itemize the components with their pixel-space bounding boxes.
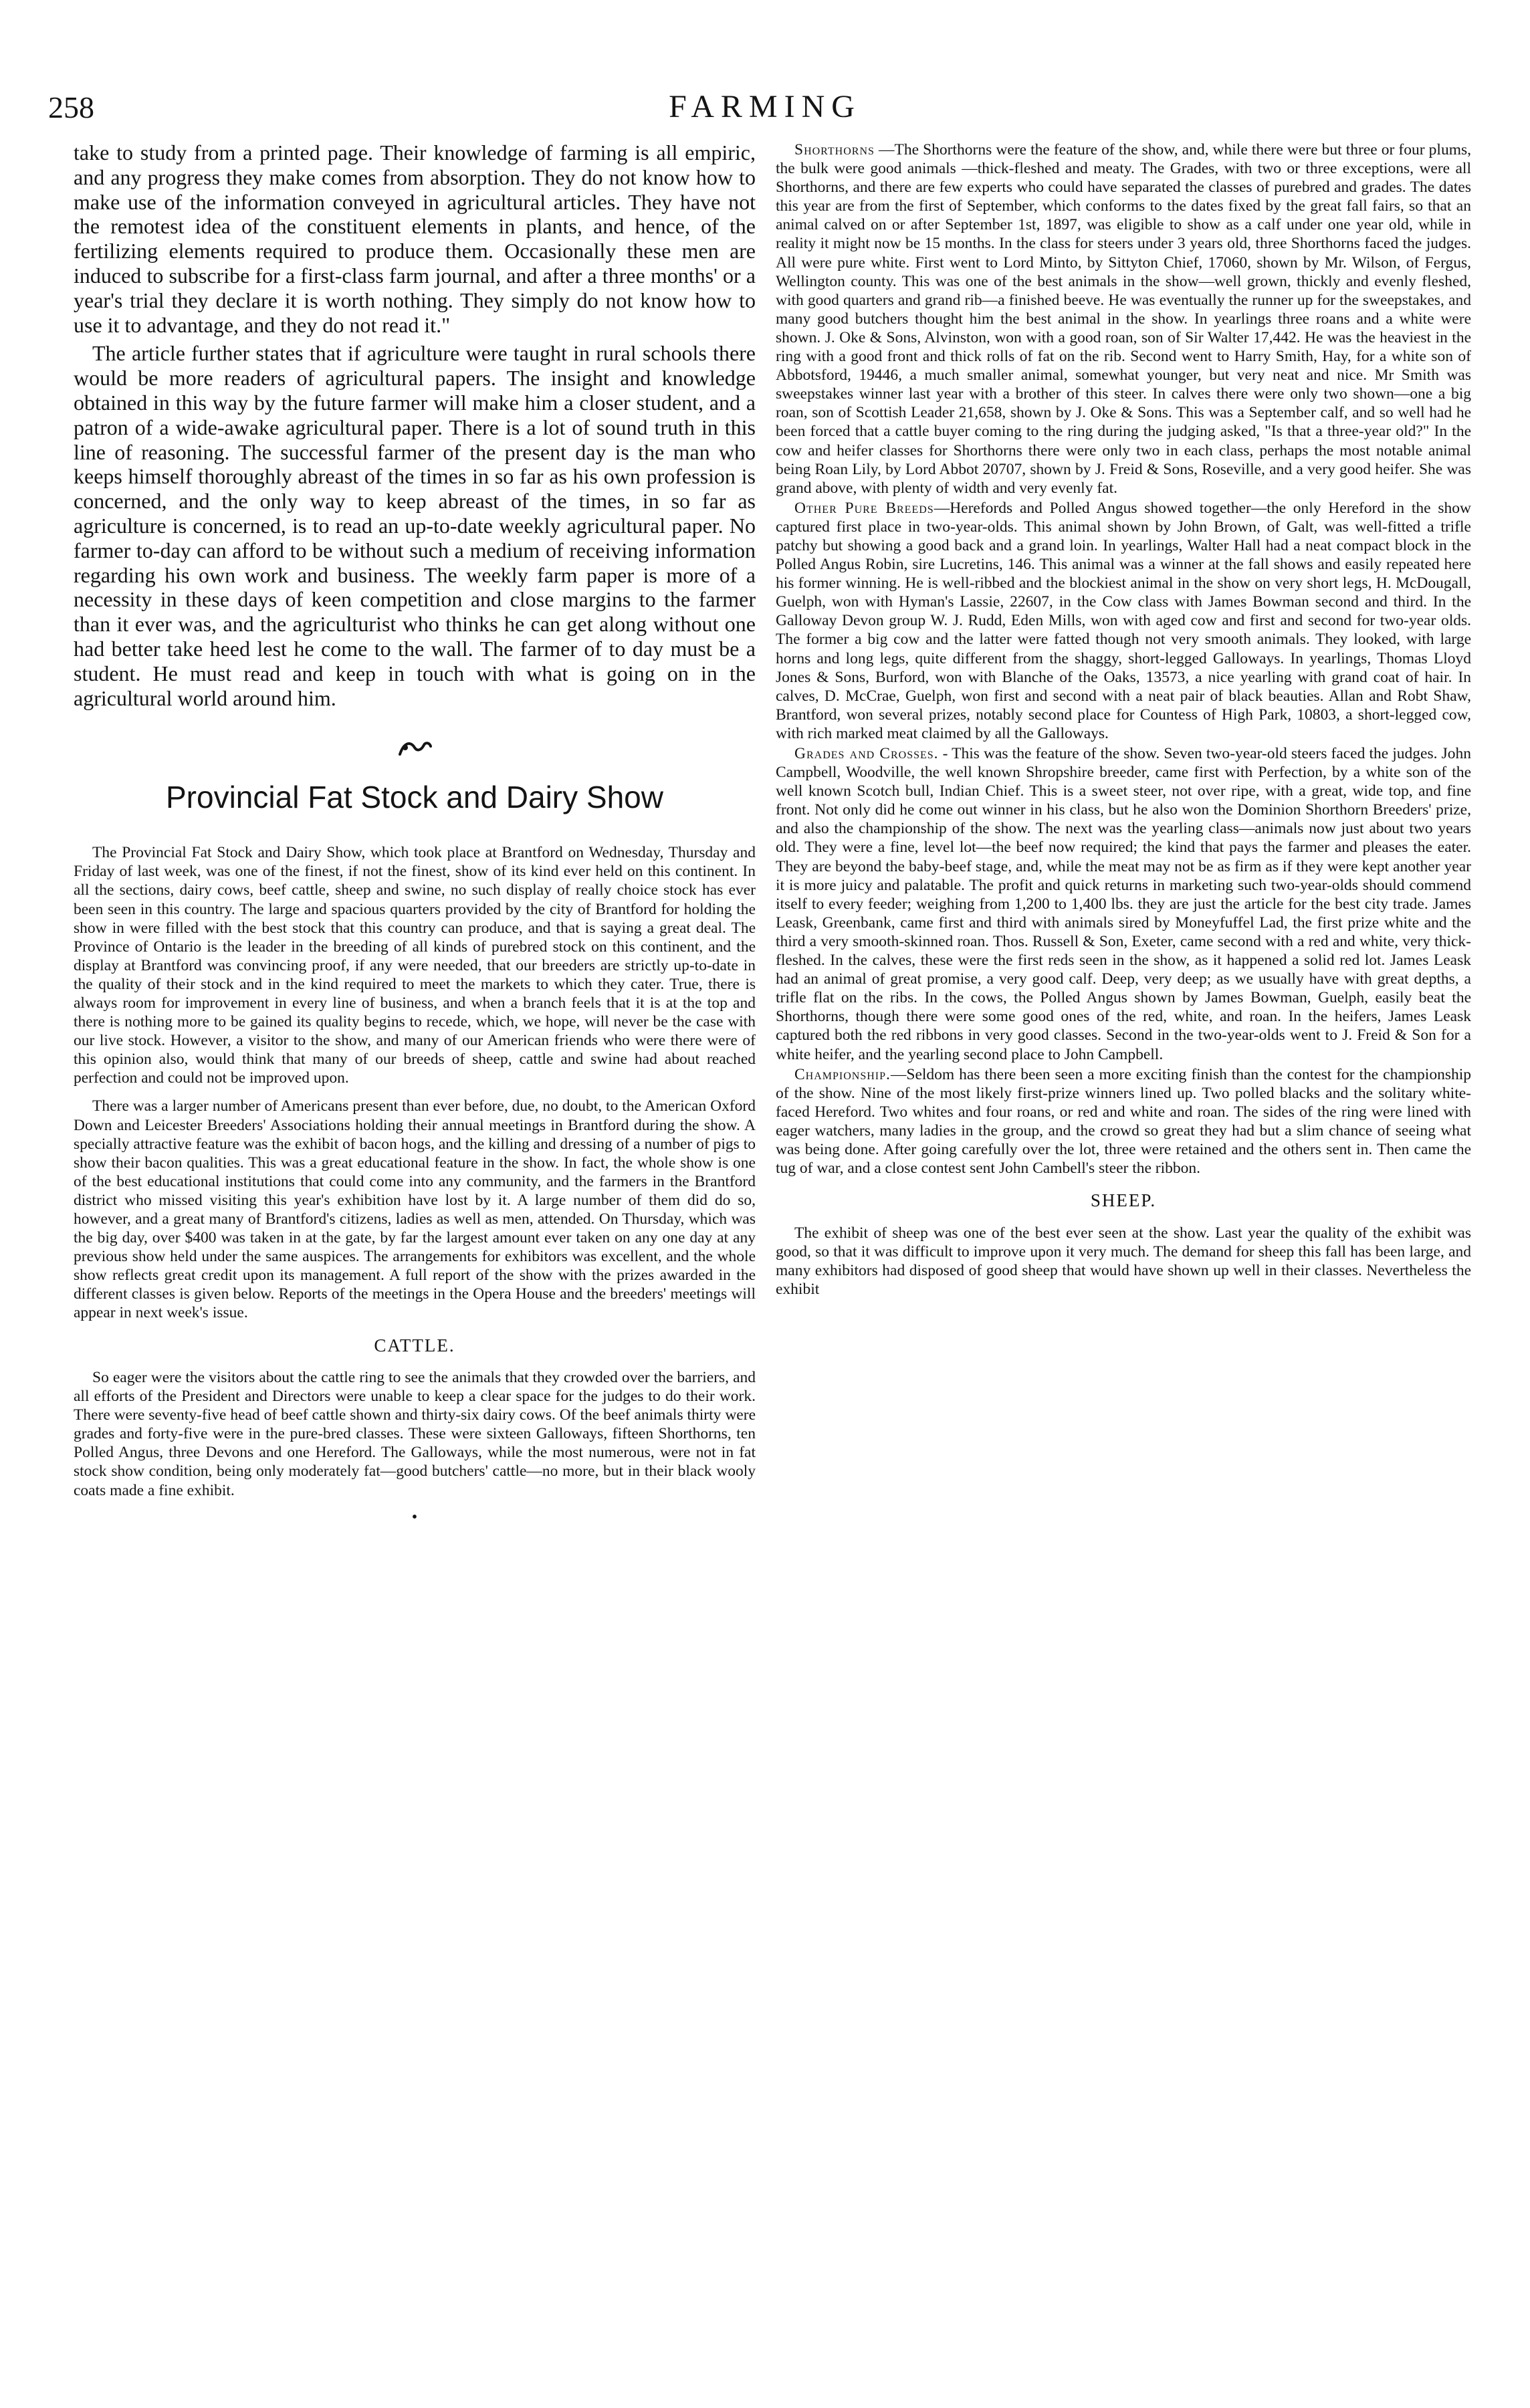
shorthorns-paragraph [776, 140, 1471, 498]
bullet-dot-icon: • [411, 1508, 418, 1526]
other-breeds-text: —Herefords and Polled Angus showed together—the only Hereford in the show captured first place in two-year-olds. This animal shown by John Brown, of Galt, was well-fitted a trifle patchy but showing a good back and a grand loin. In yearlings, Walter Hall had a neat compact block in the Polled Angus Robin, sire Lucretins, 146. This animal was a winner at the fall shows and easily repeated here his former winning. He is well-ribbed and the blockiest animal in the show on very short legs, H. McDougall, Guelph, won with Hyman's Lassie, 22607, in the Cow class with James Bowman second and third. In the Galloway Devon group W. J. Rudd, Eden Mills, won with aged cow and first and second for two-year olds. The former a big cow and the latter were fatted though not very smooth animals. They looked, with large horns and long legs, quite different from the shaggy, short-legged Galloways. In yearlings, Thomas Lloyd Jones & Sons, Burford, won with Blanche of the Oaks, 13573, a nice yearling with grand coat of hair. In calves, D. McCrae, Guelph, won first and second with a neat pair of black beauties. Allan and Robt Shaw, Brantford, won several prizes, notably second place for Countess of High Park, 10803, a short-legged cow, with rich marked meat claimed by all the Galloways. [776, 499, 1471, 742]
championship-text: —Seldom has there been seen a more exciting finish than the contest for the championship of the show. Nine of the most likely first-prize winners lined up. Two polled blacks and the solitary white-faced Hereford. Two whites and four roans, or red and white and roan. The sides of the ring were lined with eager watchers, many ladies in the group, and the crowd so great they had but a slim chance of seeing what was being done. After going carefully over the lot, three were retained and the others sent in. Then came the tug of war, and a close contest sent John Cambell's steer the ribbon. [776, 1065, 1471, 1178]
shorthorns-text: —The Shorthorns were the feature of the show, and, while there were but three or four plums, the bulk were good animals —thick-fleshed and meaty. The Grades, with two or three exceptions, were all Shorthorns, and there are few experts who could have separated the classes of purebred and grades. The dates this year are from the first of September, which conforms to the dates fixed by the great fall fairs, so that an animal calved on or after September 1st, 1897, was eligible to show as a calf under one year old, while in reality it might now be 15 months. In the class for steers under 3 years old, three Shorthorns faced the judges. All were pure white. First went to Lord Minto, by Sittyton Chief, 17060, shown by Mr. Wilson, of Fergus, Wellington county. This was one of the best animals in the show—well grown, thickly and evenly fleshed, with good quarters and grand rib—a finished beeve. He was eventually the runner up for the sweepstakes, and many good butchers thought him the best animal in the show. In yearlings three roans and a white were shown. J. Oke & Sons, Alvinston, won with a good roan, son of Sir Walter 17,442. He was the heaviest in the ring with a good front and thick rolls of fat on the rib. Second went to Harry Smith, Hay, for a white son of Abbotsford, 19446, a much smaller animal, somewhat younger, but very neat and nice. Mr Smith was sweepstakes winner last year with a brother of this steer. In calves there were only two shown—one a big roan, son of Scottish Leader 21,658, shown by J. Oke & Sons. This was a September calf, and so well had he been forced that a cattle buyer coming to the ring during the judging asked, "Is that a three-year old?" In the cow and heifer classes for Shorthorns there were only two in each class, perhaps the most notable animal being Roan Lily, by Lord Abbot 20707, shown by J. Freid & Sons, Roseville, and a very good heifer. She was grand above, with plenty of width and very evenly fat. [776, 141, 1471, 497]
grades-paragraph [776, 744, 1471, 1064]
intro-paragraph: take to study from a printed page. Their knowledge of farming is all empiric, and any progress they make comes from absorption. They do not know how to make use of the information conveyed in agricultural articles. They have not the remotest idea of the constituent elements in plants, and hence, of the fertilizing elements required to produce them. Occasionally these men are induced to subscribe for a first-class farm journal, and after a three months' or a year's trial they declare it is worth nothing. They simply do not know how to use it to advantage, and they do not read it." [74, 140, 756, 337]
left-column [74, 140, 756, 1525]
championship-lead: Championship. [794, 1065, 891, 1083]
cattle-heading: CATTLE. [374, 1335, 455, 1355]
ornament-divider-icon [74, 736, 756, 762]
other-breeds-lead: Other Pure Breeds [794, 499, 934, 517]
other-breeds-paragraph [776, 499, 1471, 743]
article-paragraph: There was a larger number of Americans present than ever before, due, no doubt, to the American Oxford Down and Leicester Breeders' Associations holding their annual meetings in Brantford during the show. A specially attractive feature was the exhibit of bacon hogs, and the killing and dressing of a number of pigs to show their bacon qualities. This was a great educational feature in the show. In fact, the whole show is one of the best educational institutions that could come into any community, and the farmers in the Brantford district who missed visiting this year's exhibition have lost by it. A large number of them did do so, however, and a great many of Brantford's citizens, ladies as well as men, attended. On Thursday, which was the big day, over $400 was taken in at the gate, by far the largest amount ever taken on any one day at any previous show held under the same auspices. The arrangements for exhibitors was excellent, and the whole show reflects great credit upon its management. A full report of the show with the prizes awarded in the different classes is given below. Reports of the meetings in the Opera House and the breeders' meetings will appear in next week's issue. [74, 1097, 756, 1322]
grades-lead: Grades and Crosses. [794, 745, 939, 762]
article-paragraph: The Provincial Fat Stock and Dairy Show, which took place at Brantford on Wednesday, Thursday and Friday of last week, was one of the finest, if not the finest, show of its kind ever held on this continent. In all the sections, dairy cows, beef cattle, sheep and swine, no such display of really choice stock has ever been seen in this country. The large and spacious quarters provided by the city of Brantford for holding the show in were filled with the best stock that this country can produce, and that is saying a great deal. The Province of Ontario is the leader in the breeding of all kinds of purebred stock on this continent, and the display at Brantford was convincing proof, if any were needed, that our breeders are strictly up-to-date in the quality of their stock and in the kind required to meet the markets to which they cater. True, there is always room for improvement in every line of business, and when a branch feels that it is at the top and there is nothing more to be gained its quality begins to recede, which, we hope, will never be the case with our live stock. However, a visitor to the show, and many of our American friends who were there were of this opinion also, would think that many of our breeds of sheep, cattle and swine had about reached perfection and could not be improved upon. [74, 844, 756, 1087]
sheep-paragraph: The exhibit of sheep was one of the best ever seen at the show. Last year the quality of the exhibit was good, so that it was difficult to improve upon it very much. The demand for sheep this fall has been large, and many exhibitors had disposed of good sheep that would have shown up well in their classes. Nevertheless the exhibit [776, 1224, 1471, 1298]
sheep-heading: SHEEP. [1090, 1190, 1157, 1211]
article-title: Provincial Fat Stock and Dairy Show [166, 780, 663, 815]
page-number: 258 [48, 90, 94, 124]
running-title: FARMING [669, 89, 861, 124]
championship-paragraph [776, 1065, 1471, 1178]
right-column [776, 140, 1471, 1308]
cattle-paragraph: So eager were the visitors about the cattle ring to see the animals that they crowded over the barriers, and all efforts of the President and Directors were unable to keep a clear space for the judges to do their work. There were seventy-five head of beef cattle shown and thirty-six dairy cows. Of the beef animals thirty were grades and forty-five were in the pure-bred classes. These were sixteen Galloways, fifteen Shorthorns, ten Polled Angus, three Devons and one Hereford. The Galloways, while the most numerous, were not in fat stock show condition, being only moderately fat—good butchers' cattle—no more, but in their black wooly coats made a fine exhibit. [74, 1368, 756, 1499]
grades-text: - This was the feature of the show. Seven two-year-old steers faced the judges. John Campbell, Woodville, the well known Shropshire breeder, came first with Perfection, by a white son of the well known Scotch bull, Indian Chief. This is a sweet steer, not over ripe, with a great, wide top, and fine front. Not only did he come out winner in his class, but he also won the Dominion Shorthorn Breeders' prize, and also the championship of the show. The next was the yearling class—animals now just about two years old. They were a fine, level lot—the beef now required; the kind that pays the farmer and pleases the eater. They are beyond the baby-beef stage, and, while the meat may not be as firm as if they were kept another year it is more juicy and palatable. The profit and quick returns in marketing such two-year-olds should commend itself to every feeder; weighing from 1,200 to 1,400 lbs. they are just the article for the best city trade. James Leask, Greenbank, came first and third with animals sired by Moneyfuffel Lad, the first prize white and the third a very smooth-skinned roan. Thos. Russell & Son, Exeter, came second with a red and white, very thick-fleshed. In the calves, these were the first reds seen in the show, as it happened a solid red lot. James Leask had an animal of great promise, a very good calf. Deep, very deep; as we usually have with great depths, a trifle flat on the ribs. In the cows, the Polled Angus shown by James Bowman, Guelph, easily beat the Shorthorns, though there were some good ones of the red, white, and roan. In the heifers, James Leask captured both the red ribbons in very good classes. Second in the two-year-olds went to J. Freid & Son for a white heifer, and the yearling second place to John Campbell. [776, 745, 1471, 1063]
intro-paragraph: The article further states that if agriculture were taught in rural schools there would be more readers of agricultural papers. The insight and knowledge obtained in this way by the future farmer will make him a closer student, and a patron of a wide-awake agricultural paper. There is a lot of sound truth in this line of reasoning. The successful farmer of the present day is the man who keeps himself thoroughly abreast of the times in so far as his own profession is concerned, and the only way to keep abreast of the times, in so far as agriculture is concerned, is to read an up-to-date weekly agricultural paper. No farmer to-day can afford to be without such a medium of receiving information regarding his own work and business. The weekly farm paper is more of a necessity in these days of keen competition and close margins to the farmer than it ever was, and the agriculturist who thinks he can get along without one had better take heed lest he come to the wall. The farmer of to day must be a student. He must read and keep in touch with what is going on in the agricultural world around him. [74, 341, 756, 710]
shorthorns-lead: Shorthorns [794, 141, 875, 158]
